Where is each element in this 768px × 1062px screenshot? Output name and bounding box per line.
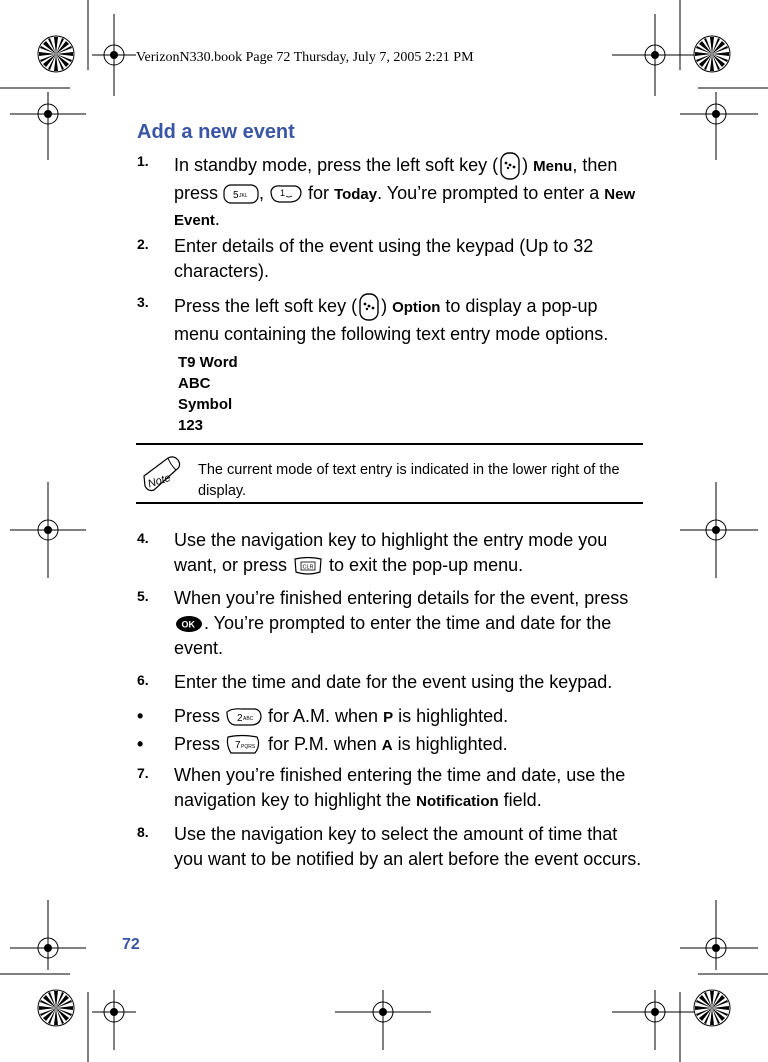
menu-label: Menu	[533, 157, 573, 175]
left-soft-key-icon	[357, 292, 381, 322]
svg-text:5: 5	[233, 190, 239, 202]
a-label: A	[381, 737, 393, 754]
step-text: ,	[259, 183, 270, 203]
step-text: . You’re prompted to enter a	[377, 183, 605, 203]
svg-text:CLR: CLR	[302, 564, 314, 571]
step-number: 1.	[137, 153, 149, 169]
step-6	[137, 670, 647, 695]
step-text: for	[303, 183, 335, 203]
today-label: Today	[334, 186, 378, 203]
option-label: Option	[392, 298, 441, 316]
section-title: Add a new event	[137, 121, 295, 143]
bullet-dot: •	[137, 734, 144, 754]
note-icon	[140, 452, 186, 494]
step-text: field.	[498, 790, 542, 810]
step-text: In standby mode, press the left soft key (	[174, 154, 499, 175]
bullet-text: for P.M. when	[263, 734, 382, 754]
key-2-icon	[225, 706, 263, 728]
clr-key-icon	[292, 555, 324, 577]
step-text: )	[381, 295, 393, 316]
step-text: Use the navigation key to select the amount of time that you want to be notified by an alert before the event occurs.	[174, 824, 642, 869]
step-5	[137, 586, 647, 661]
bullet-pm	[137, 732, 508, 758]
step-3	[137, 292, 647, 347]
bullet-text: for A.M. when	[263, 706, 384, 726]
step-2	[137, 234, 647, 284]
svg-text:7: 7	[235, 740, 241, 752]
notification-label: Notification	[416, 793, 499, 810]
svg-text:OK: OK	[181, 619, 195, 630]
step-text: )	[522, 154, 534, 175]
step-text: Enter details of the event using the keypad (Up to 32 characters).	[174, 236, 594, 281]
step-number: 8.	[137, 824, 149, 840]
note-top-rule	[136, 443, 643, 445]
step-number: 7.	[137, 765, 149, 781]
step-4	[137, 528, 647, 578]
key-7-icon	[225, 733, 263, 757]
option-123: 123	[178, 417, 204, 434]
bullet-text: is highlighted.	[392, 734, 508, 754]
bullet-text: is highlighted.	[393, 706, 509, 726]
step-text: When you’re finished entering the time and date, use the navigation key to highlight the	[174, 765, 626, 810]
step-8	[137, 822, 647, 872]
new-event-label: New Event	[174, 186, 636, 229]
bullet-text: Press	[174, 706, 226, 726]
p-label: P	[383, 709, 394, 726]
page-number: 72	[122, 936, 140, 953]
step-number: 6.	[137, 672, 149, 688]
step-number: 3.	[137, 294, 149, 310]
note-bottom-rule	[136, 502, 643, 504]
svg-text:Note: Note	[146, 471, 173, 491]
svg-text:PQRS: PQRS	[241, 744, 256, 751]
step-7	[137, 763, 647, 814]
key-1-icon	[269, 183, 303, 205]
step-number: 5.	[137, 588, 149, 604]
left-soft-key-icon	[498, 151, 522, 181]
step-text: .	[214, 209, 220, 229]
option-symbol: Symbol	[178, 396, 233, 413]
ok-key-icon	[174, 614, 204, 634]
option-t9-word: T9 Word	[178, 354, 238, 371]
svg-text:JKL: JKL	[239, 193, 248, 200]
svg-text:2: 2	[237, 713, 243, 725]
option-abc: ABC	[178, 375, 211, 392]
step-text: Enter the time and date for the event using the keypad.	[174, 672, 613, 692]
step-number: 2.	[137, 236, 149, 252]
bullet-am	[137, 704, 508, 730]
step-text: to exit the pop-up menu.	[324, 555, 524, 575]
step-text: When you’re finished entering details for the event, press	[174, 588, 629, 608]
print-header: VerizonN330.book Page 72 Thursday, July 7, 2005 2:21 PM	[136, 50, 474, 65]
step-text: Use the navigation key to highlight the entry mode you want, or press	[174, 530, 608, 575]
entry-mode-options	[178, 352, 238, 436]
step-text: Press the left soft key (	[174, 295, 358, 316]
step-text: to display a pop-up menu containing the following text entry mode options.	[174, 295, 609, 344]
bullet-text: Press	[174, 734, 226, 754]
svg-text:1: 1	[280, 188, 286, 199]
step-number: 4.	[137, 530, 149, 546]
note-text: The current mode of text entry is indicated in the lower right of the display.	[198, 462, 620, 499]
step-1	[137, 151, 647, 233]
step-text: , then press	[174, 154, 618, 203]
svg-text:ABC: ABC	[243, 716, 254, 723]
key-5-icon	[223, 183, 259, 205]
step-text: . You’re prompted to enter the time and date for the event.	[174, 613, 612, 658]
bullet-dot: •	[137, 706, 144, 726]
